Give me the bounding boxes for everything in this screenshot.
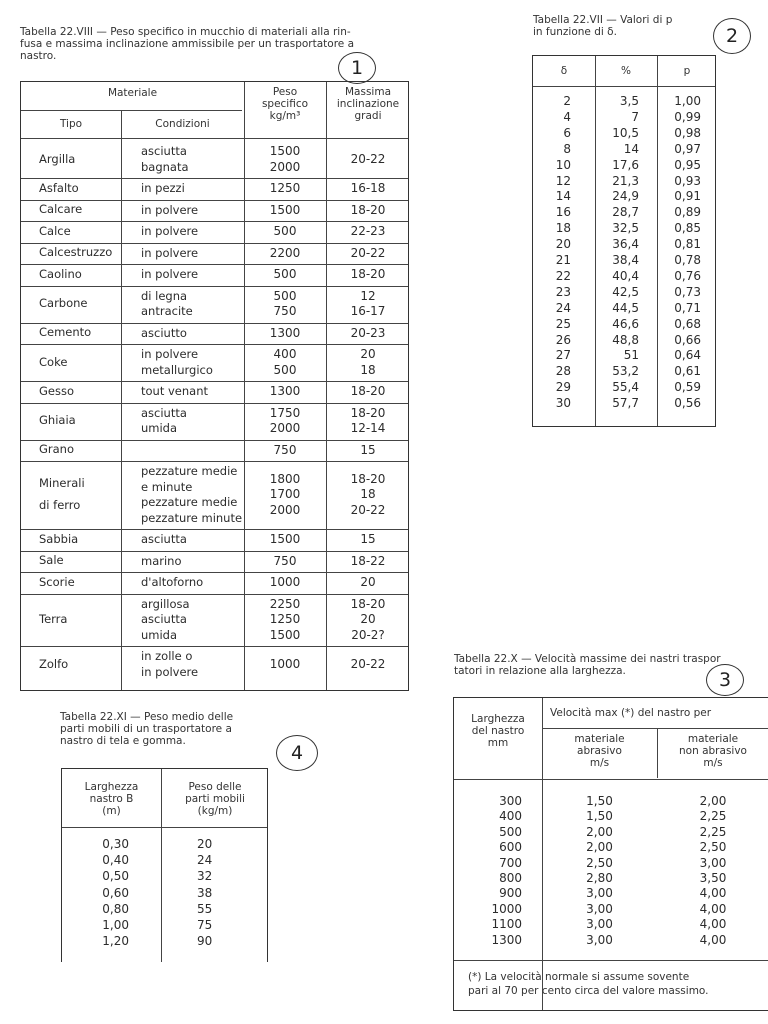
p-cell: 0,95 — [674, 157, 701, 172]
delta-cell: 21 — [555, 253, 571, 267]
percent-cell: 55,4 — [612, 380, 639, 395]
percent-cell: 38,4 — [612, 253, 639, 267]
delta-cell: 12 — [555, 173, 571, 188]
row-16-peso: 2250 — [269, 596, 301, 611]
row-1-inclinazione: 16-18 — [350, 181, 386, 195]
row-separator — [21, 344, 408, 345]
row-4-inclinazione: 20-22 — [350, 245, 386, 260]
row-0-peso: 2000 — [269, 159, 301, 174]
row-separator — [21, 221, 408, 222]
delta-cell: 23 — [555, 284, 571, 299]
delta-cell: 25 — [555, 316, 571, 331]
column-header-materiale-non-abrasivo: materiale non abrasivo m/s — [679, 733, 747, 769]
row-separator — [21, 200, 408, 201]
p-cell: 0,76 — [674, 268, 701, 283]
percent-cell: 40,4 — [612, 268, 639, 283]
row-8-inclinazione: 20 — [360, 347, 376, 361]
row-10-peso: 1750 — [269, 405, 301, 420]
non-abrasivo-cell: 2,25 — [699, 809, 727, 824]
row-14-inclinazione: 18-22 — [350, 553, 386, 568]
peso-parti-mobili-cell: 38 — [197, 885, 213, 900]
non-abrasivo-cell: 4,00 — [699, 917, 727, 932]
row-3-peso: 500 — [273, 224, 297, 238]
circled-number-3: 3 — [706, 664, 744, 696]
row-7-inclinazione: 20-23 — [350, 325, 386, 340]
p-cell: 0,98 — [674, 125, 701, 140]
row-6-peso: 500 — [273, 288, 297, 303]
peso-parti-mobili-cell: 20 — [197, 837, 213, 851]
column-header-tipo: Tipo — [59, 118, 83, 130]
row-8-condizioni: in polvere — [141, 347, 199, 361]
percent-cell: 44,5 — [612, 300, 639, 315]
row-12-peso: 1800 — [269, 471, 301, 486]
percent-cell: 51 — [623, 348, 639, 363]
percent-cell: 3,5 — [619, 94, 639, 108]
row-16-condizioni: umida — [141, 627, 178, 642]
row-9-inclinazione: 18-20 — [350, 384, 386, 398]
row-12-condizioni: pezzature medie — [141, 464, 238, 478]
delta-cell: 30 — [555, 396, 571, 411]
larghezza-cell: 600 — [499, 840, 522, 855]
delta-cell: 26 — [555, 332, 571, 347]
row-8-tipo: Coke — [39, 354, 68, 369]
table-22-x — [453, 697, 768, 1011]
row-12-tipo: di ferro — [39, 498, 81, 512]
row-separator — [21, 264, 408, 265]
row-6-inclinazione: 16-17 — [350, 304, 386, 318]
circled-number-1: 1 — [338, 52, 376, 84]
percent-cell: 7 — [631, 109, 639, 124]
row-16-inclinazione: 20 — [360, 612, 376, 626]
row-0-condizioni: bagnata — [141, 159, 189, 174]
p-cell: 1,00 — [674, 94, 701, 108]
row-12-peso: 1700 — [269, 487, 301, 502]
non-abrasivo-cell: 2,00 — [699, 794, 727, 808]
column-header-p: p — [683, 65, 691, 77]
column-header-peso-parti-mobili: Peso delle parti mobili (kg/m) — [185, 781, 245, 817]
percent-cell: 46,6 — [612, 316, 639, 331]
delta-cell: 10 — [555, 157, 571, 172]
row-1-peso: 1250 — [269, 181, 301, 195]
larghezza-cell: 300 — [499, 794, 522, 808]
larghezza-b-cell: 1,00 — [102, 918, 129, 932]
row-separator — [21, 572, 408, 573]
row-9-tipo: Gesso — [39, 383, 75, 398]
row-17-condizioni: in zolle o — [141, 649, 193, 663]
column-header-delta: δ — [560, 65, 568, 77]
abrasivo-cell: 2,00 — [586, 824, 613, 839]
peso-parti-mobili-cell: 55 — [197, 901, 213, 916]
abrasivo-cell: 2,50 — [586, 855, 613, 870]
row-11-peso: 750 — [273, 442, 297, 457]
table-22-x-footnote: (*) La velocità normale si assume sovente pari al 70 per cento circa del valore massimo. — [468, 971, 709, 997]
larghezza-cell: 1000 — [491, 901, 522, 916]
row-17-tipo: Zolfo — [39, 656, 69, 671]
row-2-peso: 1500 — [269, 202, 301, 217]
row-0-condizioni: asciutta — [141, 144, 187, 158]
percent-cell: 36,4 — [612, 237, 639, 252]
non-abrasivo-cell: 4,00 — [699, 886, 727, 901]
row-17-condizioni: in polvere — [141, 664, 199, 679]
p-cell: 0,64 — [674, 348, 701, 363]
p-cell: 0,71 — [674, 300, 701, 315]
row-7-peso: 1300 — [269, 325, 301, 340]
row-16-inclinazione: 20-2? — [351, 627, 385, 642]
percent-cell: 32,5 — [612, 221, 639, 236]
row-10-tipo: Ghiaia — [39, 413, 76, 427]
row-0-peso: 1500 — [269, 144, 301, 158]
row-4-peso: 2200 — [269, 245, 301, 260]
abrasivo-cell: 1,50 — [586, 794, 613, 808]
row-2-condizioni: in polvere — [141, 202, 199, 217]
p-cell: 0,89 — [674, 205, 701, 220]
p-cell: 0,56 — [674, 396, 701, 411]
p-cell: 0,97 — [674, 141, 701, 156]
non-abrasivo-cell: 2,25 — [699, 824, 727, 839]
row-12-inclinazione: 18 — [360, 487, 376, 502]
p-cell: 0,68 — [674, 316, 701, 331]
column-header-peso-specifico: Peso specifico kg/m³ — [261, 86, 309, 122]
row-13-inclinazione: 15 — [360, 532, 376, 546]
table-22-x-caption: Tabella 22.X — Velocità massime dei nastri traspor tatori in relazione alla larghezza. — [454, 653, 721, 677]
row-separator — [21, 440, 408, 441]
larghezza-b-cell: 1,20 — [102, 934, 129, 949]
delta-cell: 24 — [555, 300, 571, 315]
percent-cell: 53,2 — [612, 364, 639, 379]
row-14-tipo: Sale — [39, 553, 64, 568]
row-2-tipo: Calcare — [39, 202, 83, 217]
row-16-peso: 1250 — [269, 612, 301, 626]
row-13-tipo: Sabbia — [39, 531, 79, 546]
p-cell: 0,81 — [674, 237, 701, 252]
peso-parti-mobili-cell: 24 — [197, 853, 213, 868]
table-22-xi-caption: Tabella 22.XI — Peso medio delle parti mobili di un trasportatore a nastro di tela e gomma. — [60, 711, 234, 747]
p-cell: 0,59 — [674, 380, 701, 395]
table-22-vii — [532, 55, 716, 427]
delta-cell: 16 — [555, 205, 571, 220]
row-5-inclinazione: 18-20 — [350, 267, 386, 281]
row-16-inclinazione: 18-20 — [350, 596, 386, 611]
row-14-peso: 750 — [273, 553, 297, 568]
row-15-tipo: Scorie — [39, 574, 75, 589]
p-cell: 0,78 — [674, 253, 701, 267]
row-7-tipo: Cemento — [39, 325, 92, 340]
abrasivo-cell: 2,00 — [586, 840, 613, 855]
column-header-materiale: Materiale — [107, 87, 158, 99]
p-cell: 0,73 — [674, 284, 701, 299]
column-header-condizioni: Condizioni — [155, 118, 210, 130]
delta-cell: 22 — [555, 268, 571, 283]
row-3-condizioni: in polvere — [141, 224, 199, 238]
row-6-condizioni: antracite — [141, 304, 193, 318]
delta-cell: 4 — [563, 109, 571, 124]
p-cell: 0,61 — [674, 364, 701, 379]
row-12-condizioni: pezzature minute — [141, 510, 243, 525]
peso-parti-mobili-cell: 90 — [197, 934, 213, 949]
percent-cell: 48,8 — [612, 332, 639, 347]
percent-cell: 17,6 — [612, 157, 639, 172]
row-4-condizioni: in polvere — [141, 245, 199, 260]
row-separator — [21, 461, 408, 462]
row-7-condizioni: asciutto — [141, 325, 187, 340]
delta-cell: 27 — [555, 348, 571, 363]
delta-cell: 2 — [563, 94, 571, 108]
row-15-inclinazione: 20 — [360, 575, 376, 589]
column-header-percent: % — [621, 65, 631, 77]
percent-cell: 14 — [623, 141, 639, 156]
non-abrasivo-cell: 3,50 — [699, 871, 727, 885]
percent-cell: 42,5 — [612, 284, 639, 299]
larghezza-cell: 1100 — [491, 917, 522, 932]
abrasivo-cell: 3,00 — [586, 917, 613, 932]
row-separator — [21, 646, 408, 647]
table-22-xi — [61, 768, 268, 962]
row-1-tipo: Asfalto — [39, 180, 79, 195]
percent-cell: 10,5 — [612, 125, 639, 140]
row-12-condizioni: e minute — [141, 479, 193, 494]
row-10-inclinazione: 12-14 — [350, 421, 386, 435]
p-cell: 0,85 — [674, 221, 701, 236]
row-9-peso: 1300 — [269, 384, 301, 398]
larghezza-b-cell: 0,60 — [102, 885, 129, 900]
column-header-massima-inclinazione: Massima inclinazione gradi — [336, 86, 400, 122]
row-15-condizioni: d'altoforno — [141, 575, 204, 589]
row-10-inclinazione: 18-20 — [350, 405, 386, 420]
row-8-peso: 500 — [273, 362, 297, 377]
row-12-condizioni: pezzature medie — [141, 495, 238, 509]
row-2-inclinazione: 18-20 — [350, 202, 386, 217]
percent-cell: 24,9 — [612, 189, 639, 204]
row-5-peso: 500 — [273, 267, 297, 281]
row-separator — [21, 594, 408, 595]
row-12-peso: 2000 — [269, 502, 301, 517]
row-17-inclinazione: 20-22 — [350, 656, 386, 671]
row-14-condizioni: marino — [141, 553, 182, 568]
row-separator — [21, 243, 408, 244]
table-22-viii-caption: Tabella 22.VIII — Peso specifico in mucchio di materiali alla rin- fusa e massima inclinazione ammissibile per un trasportatore a nastro. — [20, 26, 355, 62]
abrasivo-cell: 3,00 — [586, 886, 613, 901]
row-8-condizioni: metallurgico — [141, 362, 213, 377]
larghezza-cell: 400 — [499, 809, 522, 824]
row-6-inclinazione: 12 — [360, 288, 376, 303]
row-separator — [21, 551, 408, 552]
larghezza-cell: 500 — [499, 824, 522, 839]
row-12-inclinazione: 20-22 — [350, 502, 386, 517]
row-separator — [21, 323, 408, 324]
row-16-condizioni: argillosa — [141, 596, 190, 611]
row-15-peso: 1000 — [269, 575, 301, 589]
row-11-inclinazione: 15 — [360, 442, 376, 457]
row-6-tipo: Carbone — [39, 296, 88, 310]
larghezza-cell: 800 — [499, 871, 522, 885]
row-1-condizioni: in pezzi — [141, 181, 185, 195]
row-16-tipo: Terra — [39, 611, 68, 626]
non-abrasivo-cell: 4,00 — [699, 932, 727, 947]
larghezza-cell: 700 — [499, 855, 522, 870]
abrasivo-cell: 3,00 — [586, 901, 613, 916]
row-3-inclinazione: 22-23 — [350, 224, 386, 238]
delta-cell: 8 — [563, 141, 571, 156]
larghezza-b-cell: 0,50 — [102, 869, 129, 884]
row-11-tipo: Grano — [39, 442, 75, 457]
circled-number-4: 4 — [276, 735, 318, 771]
row-separator — [21, 529, 408, 530]
row-9-condizioni: tout venant — [141, 384, 209, 398]
larghezza-cell: 1300 — [491, 932, 522, 947]
row-0-tipo: Argilla — [39, 151, 76, 166]
larghezza-b-cell: 0,30 — [102, 837, 129, 851]
larghezza-b-cell: 0,40 — [102, 853, 129, 868]
p-cell: 0,66 — [674, 332, 701, 347]
row-separator — [21, 178, 408, 179]
row-12-tipo: Minerali — [39, 476, 85, 490]
delta-cell: 20 — [555, 237, 571, 252]
peso-parti-mobili-cell: 75 — [197, 918, 213, 932]
row-8-peso: 400 — [273, 347, 297, 361]
row-17-peso: 1000 — [269, 656, 301, 671]
row-5-tipo: Caolino — [39, 266, 82, 281]
row-12-inclinazione: 18-20 — [350, 471, 386, 486]
delta-cell: 6 — [563, 125, 571, 140]
delta-cell: 28 — [555, 364, 571, 379]
percent-cell: 57,7 — [612, 396, 639, 411]
p-cell: 0,93 — [674, 173, 701, 188]
column-header-materiale-abrasivo: materiale abrasivo m/s — [574, 733, 625, 769]
table-22-viii — [20, 81, 409, 691]
circled-number-2: 2 — [713, 18, 751, 54]
row-16-condizioni: asciutta — [141, 612, 187, 626]
row-13-peso: 1500 — [269, 532, 301, 546]
peso-parti-mobili-cell: 32 — [197, 869, 213, 884]
row-10-peso: 2000 — [269, 421, 301, 435]
row-0-inclinazione: 20-22 — [350, 151, 386, 166]
percent-cell: 21,3 — [612, 173, 639, 188]
row-13-condizioni: asciutta — [141, 532, 187, 546]
non-abrasivo-cell: 4,00 — [699, 901, 727, 916]
row-10-condizioni: umida — [141, 421, 178, 435]
row-10-condizioni: asciutta — [141, 405, 187, 420]
row-8-inclinazione: 18 — [360, 362, 376, 377]
abrasivo-cell: 2,80 — [586, 871, 613, 885]
row-16-peso: 1500 — [269, 627, 301, 642]
row-3-tipo: Calce — [39, 223, 71, 238]
column-header-velocita-max: Velocità max (*) del nastro per — [550, 707, 712, 719]
row-6-peso: 750 — [273, 304, 297, 318]
row-5-condizioni: in polvere — [141, 267, 199, 281]
row-separator — [21, 286, 408, 287]
non-abrasivo-cell: 3,00 — [699, 855, 727, 870]
percent-cell: 28,7 — [612, 205, 639, 220]
delta-cell: 18 — [555, 221, 571, 236]
row-separator — [21, 403, 408, 404]
row-4-tipo: Calcestruzzo — [39, 245, 113, 260]
larghezza-cell: 900 — [499, 886, 522, 901]
row-6-condizioni: di legna — [141, 288, 188, 303]
larghezza-b-cell: 0,80 — [102, 901, 129, 916]
abrasivo-cell: 1,50 — [586, 809, 613, 824]
row-separator — [21, 381, 408, 382]
p-cell: 0,91 — [674, 189, 701, 204]
p-cell: 0,99 — [674, 109, 701, 124]
column-header-larghezza-nastro-b: Larghezza nastro B (m) — [84, 781, 139, 817]
delta-cell: 14 — [555, 189, 571, 204]
delta-cell: 29 — [555, 380, 571, 395]
abrasivo-cell: 3,00 — [586, 932, 613, 947]
table-22-vii-caption: Tabella 22.VII — Valori di p in funzione di δ. — [533, 14, 673, 38]
non-abrasivo-cell: 2,50 — [699, 840, 727, 855]
column-header-larghezza-nastro: Larghezza del nastro mm — [471, 713, 525, 749]
